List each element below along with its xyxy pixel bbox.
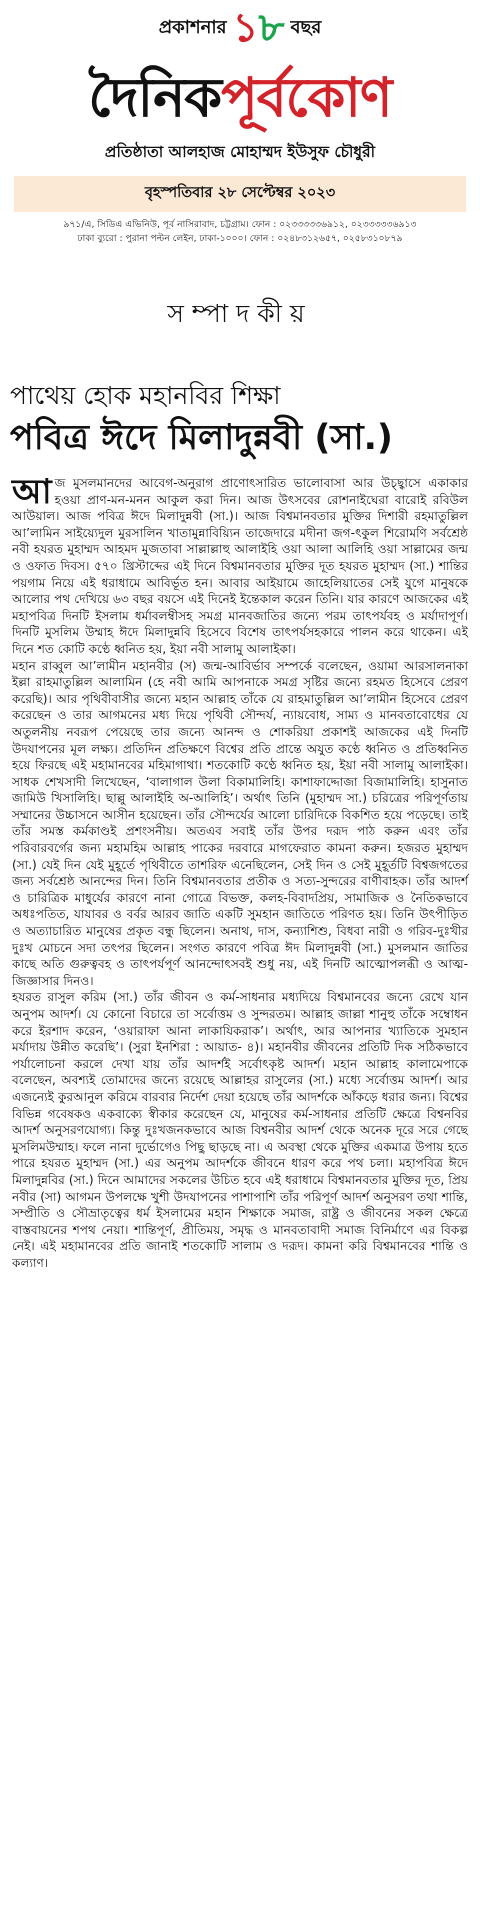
article-paragraph: মহান রাব্বুল আ’লামীন মহানবীর (স) জন্ম-আবির্ভাব সম্পর্কে বলেছেন, ওয়ামা আরসালনাকা ইল্লা রাহমাতুল্লিল আলামিন (হে নবী আমি আপনাকে সমগ্র সৃষ্টির জন্যে রহমত হিসেবে প্রেরণ করেছি)। আর পৃথিবীবাসীর জন্যে মহান আল্লাহ তাঁকে যে রাহমাতুল্লিল আ’লামীন হিসেবে প্রেরণ করেছেন ও তার আগমনের মধ্য দিয়ে পৃথিবী সৌন্দর্য, ন্যায়বোধ, সাম্য ও মানবতাবোধের যে অতুলনীয় নবরূপ পেয়েছে তার জন্যে আনন্দ ও শোকরিয়া প্রকাশই আজকের এই দিনটি উদযাপনের মূল লক্ষ্য। প্রতিদিন প্রতিক্ষণে বিশ্বের প্রতি প্রান্তে অযুত কণ্ঠে ধ্বনিত ও প্রতিধ্বনিত হয়ে ফিরছে এই মহামানবের মহিমাগাথা। শতকোটি কণ্ঠে ধ্বনিত হয়, ইয়া নবী সালামু আলাইকা। সাধক শেখসাদী লিখেছেন, ‘বালাগাল উলা বিকামালিহি। কাশাফাদ্দোজা বিজামালিহি। হাসুনাত জামিউ খিসালিহি। ছাল্লু আলাইহি অ-আলিহি’। অর্থাৎ তিনি (মুহাম্মদ সা.) চরিত্রের পরিপূর্ণতায় সম্মানের উচ্চাসনে আসীন হয়েছেন। তাঁর সৌন্দর্যের আলো চারিদিকে বিকশিত হয়ে পড়েছে। তাই তাঁর সমস্ত কর্মকাণ্ডই প্রশংসনীয়। অতএব সবাই তাঁর উপর দরূদ পাঠ করুন এবং তাঁর পরিবারবর্গের জন্য মহামহিম আল্লাহ পাকের দরবারে মাগফেরাত কামনা করুন। হজরত মুহাম্মদ (সা.) যেই দিন যেই মুহূর্তে পৃথিবীতে তাশরিফ এনেছিলেন, সেই দিন ও সেই মুহূর্তটি বিশ্বজগতের জন্য সর্বশ্রেষ্ঠ আনন্দের দিন। তিনি বিশ্বমানবতার প্রতীক ও সত্য-সুন্দরের বাণীবাহক। তাঁর আদর্শ ও চারিত্রিক মাধুর্যের কারণে নানা গোত্রে বিভক্ত, কলহ-বিবাদপ্রিয়, সামাজিক ও নৈতিকভাবে অধঃপতিত, যাযাবর ও বর্বর আরব জাতি একটি সুমহান জাতিতে পরিণত হয়। তিনি উৎপীড়িত ও অত্যাচারিত মানুষের প্রকৃত বন্ধু ছিলেন। অনাথ, দাস, কন্যাশিশু, বিধবা নারী ও গরিব-দুঃখীর দুঃখ মোচনে সদা তৎপর ছিলেন। সংগত কারণে পবিত্র ঈদ মিলাদুন্নবী (সা.) মুসলমান জাতির কাছে অতি গুরুত্ববহ ও তাৎপর্যপূর্ণ আনন্দোৎসবই শুধু নয়, এই দিনটি আত্মোপলব্ধী ও আত্ম-জিজ্ঞাসার দিনও। [12, 658, 468, 988]
anniversary-number [232, 4, 285, 51]
masthead [0, 0, 480, 246]
address-line-dhaka: ঢাকা ব্যুরো : পুরানা পল্টন লেইন, ঢাকা-১০০০। ফোন : ০২৪৮৩১২৬৫৭, ০২৫৮৩১০৮৭৯ [77, 233, 403, 244]
address-line-chattogram: ৯৭১/এ, সিডিএ এভিনিউ, পূর্ব নাসিরাবাদ, চট্টগ্রাম। ফোন : ০২৩৩৩৩৩৬৯১২, ০২৩৩৩৩৩৬৯১৩ [63, 219, 417, 230]
address-block [10, 218, 470, 246]
article-paragraph: হযরত রাসুল করিম (সা.) তাঁর জীবন ও কর্ম-সাধনার মধ্যদিয়ে বিশ্বমানবের জন্যে রেখে যান অনুপম আদর্শ। যে কোনো বিচারে তা সর্বোত্তম ও সুন্দরতম। আল্লাহ জাল্লা শানুহু তাঁকে সম্বোধন করে ইরশাদ করেন, ‘ওয়ারাফা আনা লাকাযিকরাক’। অর্থাৎ, আর আপনার খ্যাতিকে সুমহান মর্যাদায় উন্নীত করেছি’। (সুরা ইনশিরা : আয়াত- ৪)। মহানবীর জীবনের প্রতিটি দিক সঠিকভাবে পর্যালোচনা করলে দেখা যায় তাঁর আদর্শই সর্বোৎকৃষ্ট আদর্শ। মহান আল্লাহ কালামেপাকে বলেছেন, অবশ্যই তোমাদের জন্যে রয়েছে আল্লাহর রাসুলের (সা.) মধ্যে সর্বোত্তম আদর্শ। আর এজন্যেই কুরআনুল করিমে বারবার নির্দেশ দেয়া হয়েছে তাঁর আদর্শকে আঁকড়ে ধরার জন্য। বিশ্বের বিভিন্ন গবেষকও একবাক্যে স্বীকার করেছেন যে, মানুষের কর্ম-সাধনার প্রতিটি ক্ষেত্রে বিশ্বনবির আদর্শ অনুসরণযোগ্য। কিন্তু দুঃখজনকভাবে আজ বিশ্বনবীর আদর্শ থেকে অনেক দূরে সরে গেছে মুসলিমউম্মাহ। ফলে নানা দুর্ভোগেও পিছু ছাড়ছে না। এ অবস্থা থেকে মুক্তির একমাত্র উপায় হতে পারে হযরত মুহাম্মদ (সা.) এর অনুপম আদর্শকে জীবনে ধারণ করে পথ চলা। মহাপবিত্র ঈদে মিলাদুন্নবির (সা.) দিনে আমাদের সকলের উচিত হবে এই ধরাধামে বিশ্বমানবতার মুক্তির দূত, প্রিয় নবীর (সা) আগমন উপলক্ষে খুশী উদযাপনের পাশাপাশি তাঁর পরিপূর্ণ আদর্শ অনুসরণ তথা শান্তি, সম্প্রীতি ও সৌভ্রাতৃত্বের ধর্ম ইসলামের মহান শিক্ষাকে সমাজ, রাষ্ট্র ও জীবনের সকল ক্ষেত্রে বাস্তবায়নের শপথ নেয়া। শান্তিপূর্ণ, প্রীতিময়, সমৃদ্ধ ও মানবতাবাদী সমাজ বিনির্মাণে এর বিকল্প নেই। এই মহামানবের প্রতি জানাই শতকোটি সালাম ও দরূদ। কামনা করি বিশ্বমানবের শান্তি ও কল্যাণ। [12, 990, 468, 1270]
logo-part-dainik: দৈনিক [88, 65, 222, 129]
article-body [12, 472, 468, 1272]
anniversary-digit-1: ১ [232, 4, 259, 51]
anniversary-digit-2: ৮ [258, 4, 285, 51]
section-title: সম্পাদকীয় [167, 299, 313, 328]
article-paragraph [12, 472, 468, 658]
newspaper-logo [0, 54, 480, 128]
anniversary-banner [0, 4, 480, 51]
logo-part-purbokone: পূর্বকোণ [221, 65, 392, 129]
founder-line: প্রতিষ্ঠাতা আলহাজ মোহাম্মদ ইউসুফ চৌধুরী [104, 143, 376, 161]
publication-date: বৃহস্পতিবার ২৮ সেপ্টেম্বর ২০২৩ [14, 176, 466, 212]
first-paragraph-text: জ মুসলমানদের আবেগ-অনুরাগ প্রাণোৎসারিত ভালোবাসা আর উচ্ছ্বাসে একাকার হওয়া প্রাণ-মন-মনন আকুল করা দিন। আজ উৎসবের রোশনাইঘেরা বারোই রবিউল আউয়াল। আজ পবিত্র ঈদে মিলাদুন্নবী (সা.)। আজ বিশ্বমানবতার মুক্তির দিশারী রহমাতুল্লিল আ’লামিন সাইয়্যেদুল মুরসালিন খাতামুন্নাবিয়্যিন তাজেদারে মদীনা জগ-ৎকুল শিরোমণি সর্বশ্রেষ্ঠ নবী হযরত মুহাম্মদ আহমদ মুজতাবা সাল্লাল্লাহু আলাইহি ওয়া আলা আলিহি ওয়া সাল্লামের জন্ম ও ওফাত দিবস। ৫৭০ খ্রিস্টাব্দের এই দিনে বিশ্বমানবতার মুক্তির দূত হযরত মুহাম্মদ (সা.) শান্তির পয়গাম নিয়ে এই ধরাধামে আবির্ভূত হন। আবার আইয়ামে জাহেলিয়াতের সেই যুগে মানুষকে আলোর পথ দেখিয়ে ৬৩ বছর বয়সে এই দিনেই ইন্তেকাল করেন তিনি। যার কারণে আজকের এই মহাপবিত্র দিনটি ইসলাম ধর্মাবলম্বীসহ সমগ্র মানবজাতির জন্যে পরম তাৎপর্যবহ ও মর্যাদাপূর্ণ। দিনটি মুসলিম উম্মাহ ঈদে মিলাদুন্নবি হিসেবে বিশেষ তাৎপর্যসহকারে পালন করে থাকেন। এই দিনে শত কোটি কণ্ঠে ধ্বনিত হয়, ইয়া নবী সালামু আলাইকা। [12, 476, 468, 656]
anniversary-suffix: বছর [290, 16, 322, 38]
article-headline: পবিত্র ঈদে মিলাদুন্নবী (সা.) [10, 418, 393, 458]
anniversary-prefix: প্রকাশনার [158, 16, 227, 38]
drop-cap: আ [12, 472, 52, 512]
article-subheading: পাথেয় হোক মহানবির শিক্ষা [10, 381, 281, 410]
